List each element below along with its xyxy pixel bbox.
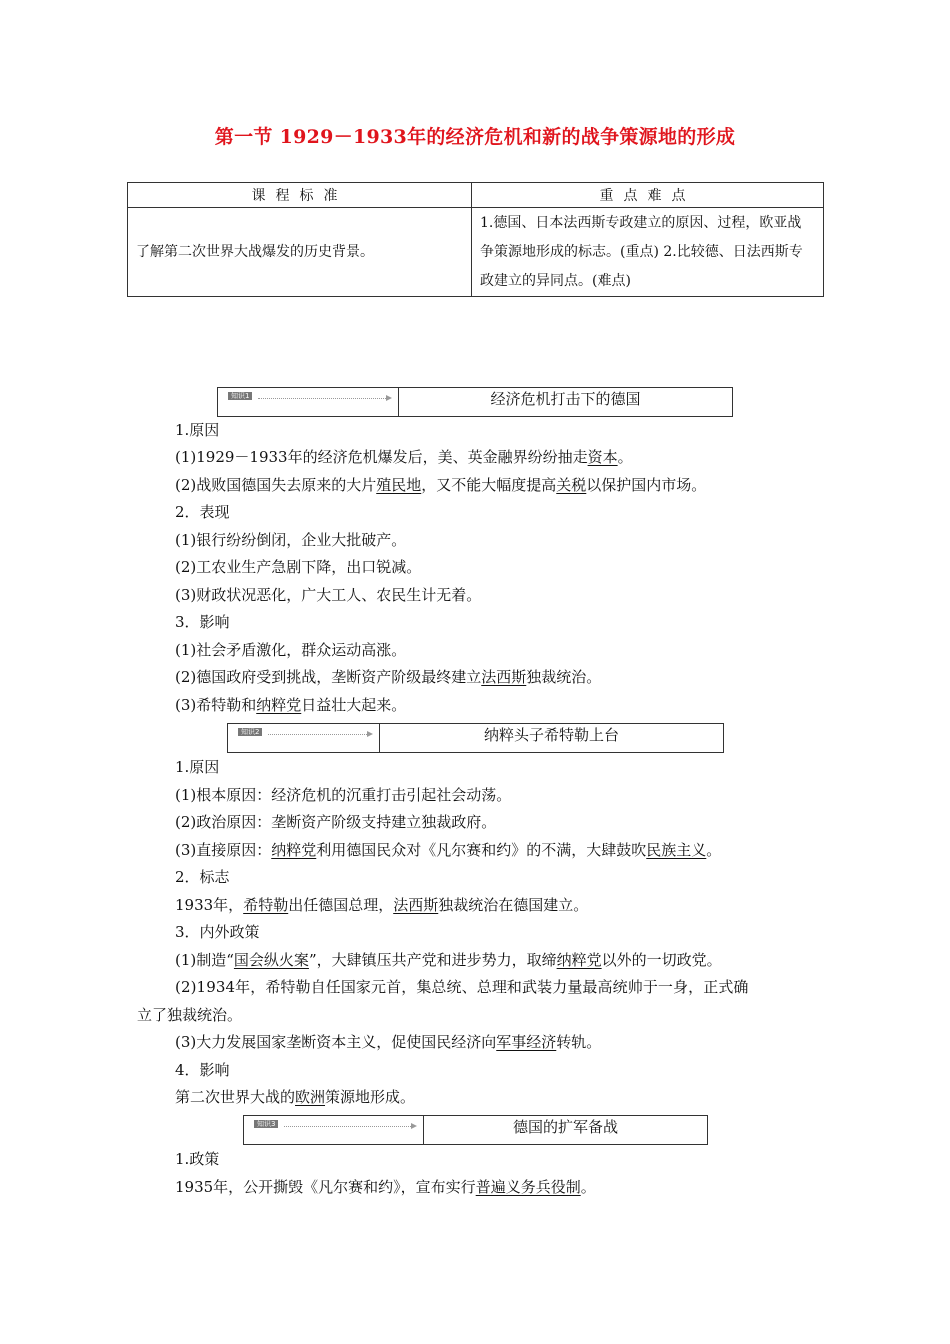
heading: 3．影响 — [175, 613, 230, 631]
text-line: (2)工农业生产急剧下降，出口锐减。 — [175, 558, 422, 576]
text-line: (2)德国政府受到挑战，垄断资产阶级最终建立法西斯独裁统治。 — [175, 668, 602, 686]
text-line: (3)大力发展国家垄断资本主义，促使国民经济向军事经济转轨。 — [175, 1033, 602, 1051]
col1-text: 了解第二次世界大战爆发的历史背景。 — [128, 208, 472, 297]
text-line: (3)希特勒和纳粹党日益壮大起来。 — [175, 696, 407, 714]
text-line: (1)根本原因：经济危机的沉重打击引起社会动荡。 — [175, 786, 512, 804]
heading: 4．影响 — [175, 1061, 230, 1079]
col1-header: 课程标准 — [128, 183, 472, 208]
text-line: (3)财政状况恶化，广大工人、农民生计无着。 — [175, 586, 482, 604]
knowledge-title: 德国的扩军备战 — [512, 1118, 618, 1136]
heading: 2．表现 — [175, 503, 230, 521]
col2-text: 1.德国、日本法西斯专政建立的原因、过程，欧亚战争策源地形成的标志。(重点) 2.比较德、日法西斯专政建立的异同点。(难点) — [472, 208, 824, 297]
text-line: (1)银行纷纷倒闭，企业大批破产。 — [175, 531, 407, 549]
arrow-icon — [268, 734, 371, 735]
knowledge-box-2 — [227, 723, 724, 753]
heading: 3．内外政策 — [175, 923, 260, 941]
heading: 1.原因 — [175, 758, 220, 776]
text-line: 立了独裁统治。 — [137, 1006, 243, 1024]
arrow-icon — [258, 398, 390, 399]
knowledge-box-1 — [217, 387, 733, 417]
knowledge-tag: 知识3 — [254, 1120, 278, 1128]
knowledge-tag: 知识2 — [238, 728, 262, 736]
text-line: (2)政治原因：垄断资产阶级支持建立独裁政府。 — [175, 813, 497, 831]
heading: 2．标志 — [175, 868, 230, 886]
standards-table — [127, 182, 824, 297]
col2-header: 重点难点 — [472, 183, 824, 208]
knowledge-tag: 知识1 — [228, 392, 252, 400]
arrow-icon — [284, 1126, 415, 1127]
text-line: 1935年，公开撕毁《凡尔赛和约》，宣布实行普遍义务兵役制。 — [175, 1178, 596, 1196]
text-line: 1933年，希特勒出任德国总理，法西斯独裁统治在德国建立。 — [175, 896, 589, 914]
heading: 1.政策 — [175, 1150, 220, 1168]
text-line: (3)直接原因：纳粹党利用德国民众对《凡尔赛和约》的不满，大肆鼓吹民族主义。 — [175, 841, 722, 859]
knowledge-title: 纳粹头子希特勒上台 — [483, 726, 619, 744]
text-line: (2)1934年，希特勒自任国家元首，集总统、总理和武装力量最高统帅于一身，正式确 — [175, 978, 749, 996]
text-line: (1)社会矛盾激化，群众运动高涨。 — [175, 641, 407, 659]
text-line: 第二次世界大战的欧洲策源地形成。 — [175, 1088, 416, 1106]
page-title: 第一节 1929－1933年的经济危机和新的战争策源地的形成 — [214, 126, 736, 148]
text-line: (2)战败国德国失去原来的大片殖民地，又不能大幅度提高关税以保护国内市场。 — [175, 476, 707, 494]
knowledge-title: 经济危机打击下的德国 — [490, 390, 641, 408]
text-line: (1)制造“国会纵火案”，大肆镇压共产党和进步势力，取缔纳粹党以外的一切政党。 — [175, 951, 722, 969]
heading: 1.原因 — [175, 421, 220, 439]
knowledge-box-3 — [243, 1115, 708, 1145]
text-line: (1)1929－1933年的经济危机爆发后，美、英金融界纷纷抽走资本。 — [175, 448, 633, 466]
